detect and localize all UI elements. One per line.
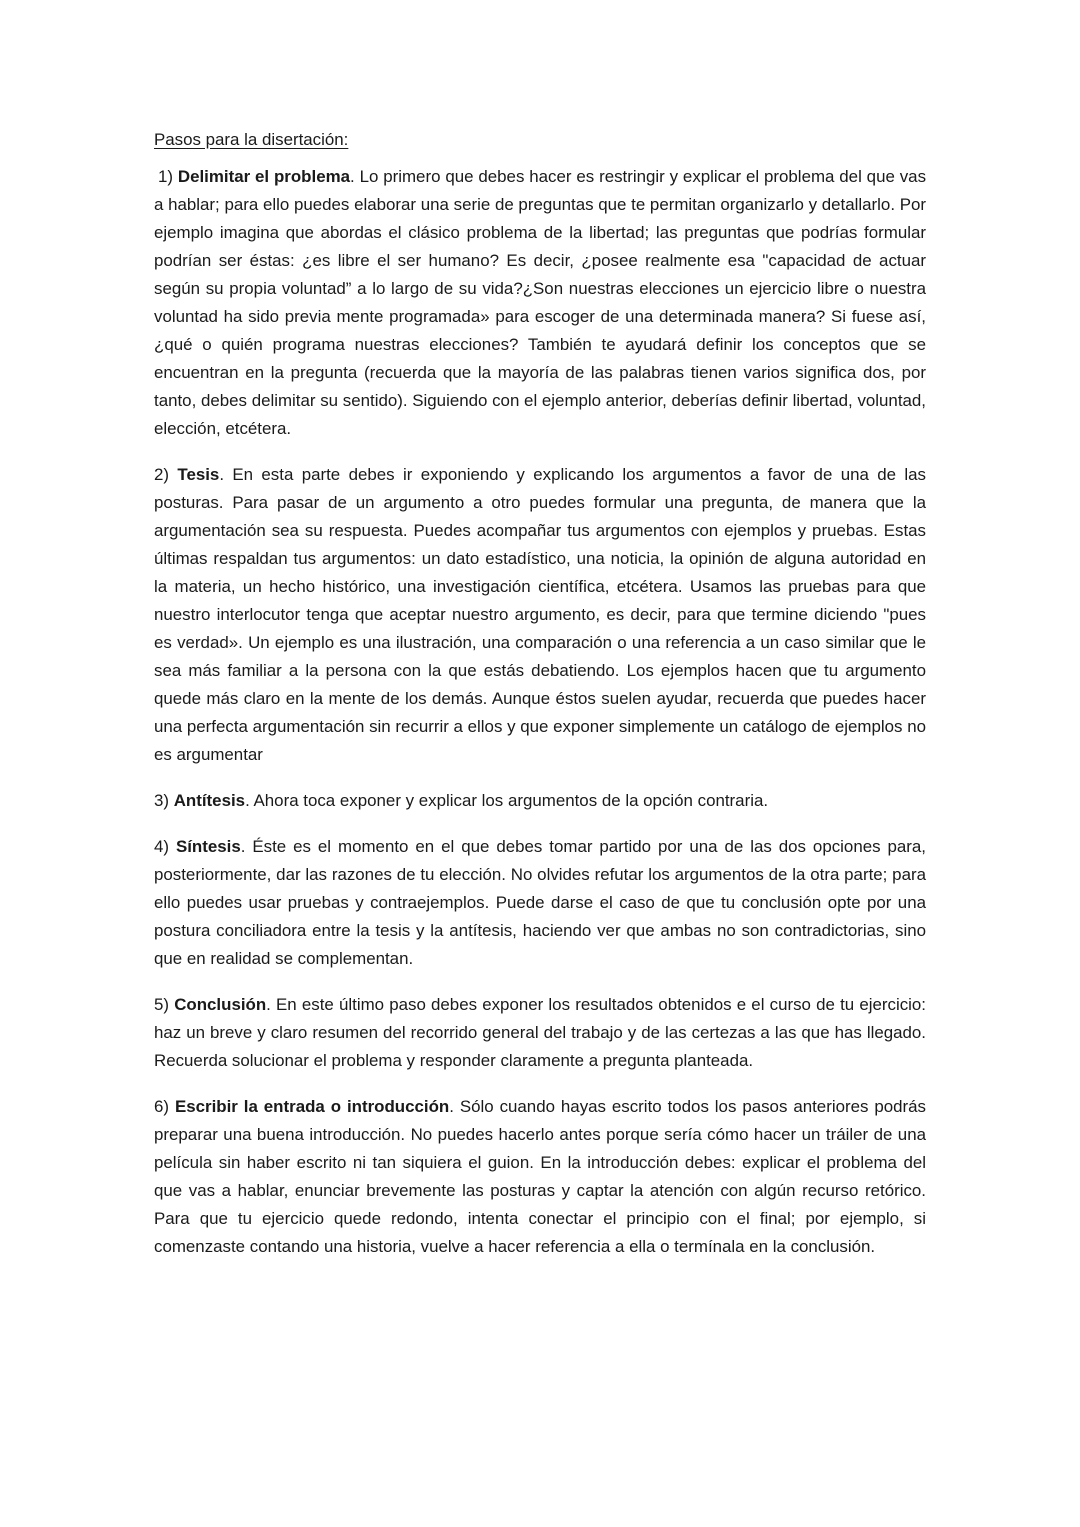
step-2-text: . En esta parte debes ir exponiendo y explicando los argumentos a favor de una de las posturas. Para pasar de un argumento a otro puedes formular una pregunta, de manera que la argumentación sea su respuesta. Puedes acompañar tus argumentos con ejemplos y pruebas. Estas últimas respaldan tus argumentos: un dato estadístico, una noticia, la opinión de alguna autoridad en la materia, un hecho histórico, una investigación científica, etcétera. Usamos las pruebas para que nuestro interlocutor tenga que aceptar nuestro argumento, es decir, para que termine diciendo "pues es verdad». Un ejemplo es una ilustración, una comparación o una referencia a un caso similar que le sea más familiar a la persona con la que estás debatiendo. Los ejemplos hacen que tu argumento quede más claro en la mente de los demás. Aunque éstos suelen ayudar, recuerda que puedes hacer una perfecta argumentación sin recurrir a ellos y que exponer simplemente un catálogo de ejemplos no es argumentar [154,465,926,764]
step-1-term: Delimitar el problema [177,167,351,186]
step-4-paragraph [154,833,926,973]
step-2-paragraph [154,461,926,769]
step-6-number: 6) [154,1097,175,1116]
step-5-term: Conclusión [174,995,267,1014]
document-title: Pasos para la disertación: [154,130,349,149]
step-5-paragraph [154,991,926,1075]
step-6-term: Escribir la entrada o introducción [174,1097,450,1116]
step-1-text: . Lo primero que debes hacer es restringir y explicar el problema del que vas a hablar; para ello puedes elaborar una serie de preguntas que te permitan organizarlo y detallarlo. Por ejemplo imagina que abordas el clásico problema de la libertad; las preguntas que podrías formular podrían ser éstas: ¿es libre el ser humano? Es decir, ¿posee realmente esa "capacidad de actuar según su propia voluntad” a lo largo de su vida?¿Son nuestras elecciones un ejercicio libre o nuestra voluntad ha sido previa mente programada» para escoger de una determinada manera? Si fuese así, ¿qué o quién programa nuestras elecciones? También te ayudará definir los conceptos que se encuentran en la pregunta (recuerda que la mayoría de las palabras tienen varios significa dos, por tanto, debes delimitar su sentido). Siguiendo con el ejemplo anterior, deberías definir libertad, voluntad, elección, etcétera. [154,167,927,438]
step-2-term: Tesis [177,465,220,484]
step-3-text: . Ahora toca exponer y explicar los argumentos de la opción contraria. [245,791,769,810]
step-4-number: 4) [154,837,176,856]
step-4-term: Síntesis [175,837,241,856]
step-5-text: . En este último paso debes exponer los resultados obtenidos e el curso de tu ejercicio: haz un breve y claro resumen del recorrido general del trabajo y de las certezas a las que has llegado. Recuerda solucionar el problema y responder claramente a pregunta planteada. [154,995,926,1070]
step-5-number: 5) [154,995,175,1014]
step-4-text: . Éste es el momento en el que debes tomar partido por una de las dos opciones para, posteriormente, dar las razones de tu elección. No olvides refutar los argumentos de la otra parte; para ello puedes usar pruebas y contraejemplos. Puede darse el caso de que tu conclusión opte por una postura conciliadora entre la tesis y la antítesis, haciendo ver que ambas no son contradictorias, sino que en realidad se complementan. [154,837,926,968]
step-3-term: Antítesis [173,791,246,810]
step-1-number: 1) [158,167,178,186]
step-6-paragraph [154,1093,926,1261]
step-2-number: 2) [154,465,178,484]
step-6-text: . Sólo cuando hayas escrito todos los pasos anteriores podrás preparar una buena introducción. No puedes hacerlo antes porque sería cómo hacer un tráiler de una película sin haber escrito ni tan siquiera el guion. En la introducción debes: explicar el problema del que vas a hablar, enunciar brevemente las posturas y captar la atención con algún recurso retórico. Para que tu ejercicio quede redondo, intenta conectar el principio con el final; por ejemplo, si comenzaste contando una historia, vuelve a hacer referencia a ella o termínala en la conclusión. [154,1097,926,1256]
document-page [154,126,926,1279]
step-1-paragraph [154,163,926,443]
step-3-paragraph [154,787,926,815]
step-3-number: 3) [154,791,174,810]
